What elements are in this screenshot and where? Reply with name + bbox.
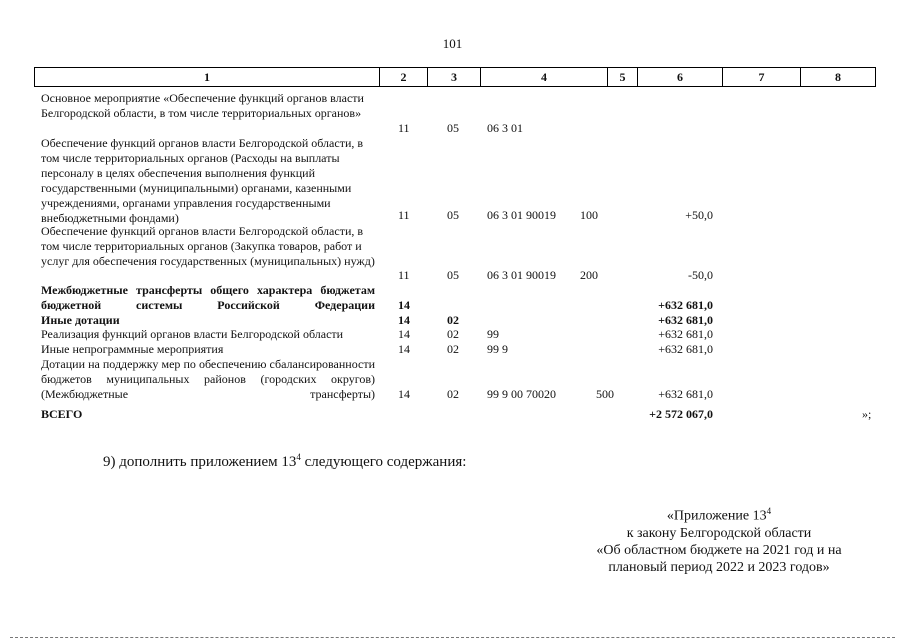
paragraph-text: 9) дополнить приложением 13 — [103, 454, 297, 470]
row-expense-type: 500 — [596, 387, 614, 401]
row-amount: -50,0 — [688, 268, 713, 282]
row-section: 11 — [398, 121, 410, 135]
row-target-code: 99 — [487, 327, 499, 341]
appendix-line-4: плановый период 2022 и 2023 годов» — [608, 559, 830, 575]
header-col-8: 8 — [835, 70, 841, 84]
row-description: Обеспечение функций органов власти Белгородской области, в том числе территориальных органов (Расходы на выплаты персоналу в целях обеспечения выполнения функций государственными (муниципальными) органами, казенными учреждениями, органами управления государственными внебюджетными фондами) — [41, 136, 364, 225]
paragraph-superscript: 4 — [296, 452, 301, 462]
header-col-2: 2 — [380, 68, 428, 86]
amendment-paragraph — [103, 452, 466, 471]
row-subsection: 02 — [447, 387, 459, 401]
row-amount: +632 681,0 — [658, 327, 713, 341]
row-amount: +632 681,0 — [658, 387, 713, 401]
appendix-title: «Приложение 13 — [666, 508, 767, 524]
row-section: 14 — [398, 313, 410, 327]
table-row — [0, 327, 905, 342]
row-section: 14 — [398, 298, 410, 312]
header-col-7: 7 — [723, 68, 801, 86]
row-subsection: 05 — [447, 121, 459, 135]
row-description: Основное мероприятие «Обеспечение функций органов власти Белгородской области, в том числе территориальных органов» — [41, 91, 364, 120]
row-expense-type: 100 — [580, 208, 598, 222]
row-target-code: 06 3 01 90019 — [487, 208, 556, 222]
table-row — [0, 224, 905, 284]
row-section: 11 — [398, 208, 410, 222]
row-description: Дотации на поддержку мер по обеспечению сбалансированности бюджетов муниципальных районов (городских округов) (Межбюджетные трансферты) — [41, 357, 375, 401]
page-number: 101 — [442, 36, 463, 51]
table-row — [0, 342, 905, 357]
header-col-1: 1 — [35, 68, 380, 86]
header-col-3: 3 — [428, 68, 481, 86]
closing-quote: »; — [862, 407, 872, 421]
appendix-line-3: «Об областном бюджете на 2021 год и на — [596, 542, 842, 558]
total-amount: +2 572 067,0 — [649, 407, 713, 421]
row-amount: +632 681,0 — [658, 342, 713, 356]
appendix-heading — [584, 503, 854, 576]
row-target-code: 99 9 00 70020 — [487, 387, 556, 401]
paragraph-rest: следующего содержания: — [300, 454, 467, 470]
total-row — [0, 407, 905, 422]
row-description: Межбюджетные трансферты общего характера бюджетам бюджетной системы Российской Федерации — [41, 283, 375, 312]
appendix-line-1 — [584, 503, 854, 525]
row-subsection: 02 — [447, 313, 459, 327]
row-subsection: 02 — [447, 327, 459, 341]
row-subsection: 02 — [447, 342, 459, 356]
header-col-6: 6 — [638, 68, 723, 86]
row-section: 14 — [398, 342, 410, 356]
row-subsection: 05 — [447, 268, 459, 282]
table-row — [0, 91, 905, 136]
row-expense-type: 200 — [580, 268, 598, 282]
row-section: 14 — [398, 327, 410, 341]
table-row — [0, 313, 905, 328]
row-amount: +50,0 — [685, 208, 713, 222]
row-target-code: 99 9 — [487, 342, 508, 356]
row-amount: +632 681,0 — [658, 298, 713, 312]
table-row — [0, 283, 905, 313]
row-target-code: 06 3 01 90019 — [487, 268, 556, 282]
row-target-code: 06 3 01 — [487, 121, 523, 135]
row-description: Иные дотации — [41, 313, 120, 327]
table-header — [34, 67, 876, 87]
row-section: 11 — [398, 268, 410, 282]
appendix-line-2: к закону Белгородской области — [626, 525, 812, 541]
row-description: Реализация функций органов власти Белгородской области — [41, 327, 344, 341]
row-section: 14 — [398, 387, 410, 401]
row-subsection: 05 — [447, 208, 459, 222]
table-row — [0, 357, 905, 402]
table-row — [0, 136, 905, 226]
appendix-superscript: 4 — [766, 506, 772, 516]
header-col-4: 4 — [481, 68, 608, 86]
row-description: Обеспечение функций органов власти Белгородской области, в том числе территориальных органов (Закупка товаров, работ и услуг для обеспечения государственных (муниципальных) нужд) — [41, 224, 375, 268]
total-label: ВСЕГО — [41, 407, 83, 421]
header-col-5: 5 — [608, 68, 638, 86]
page-bottom-edge — [10, 637, 895, 638]
row-amount: +632 681,0 — [658, 313, 713, 327]
row-description: Иные непрограммные мероприятия — [41, 342, 224, 356]
